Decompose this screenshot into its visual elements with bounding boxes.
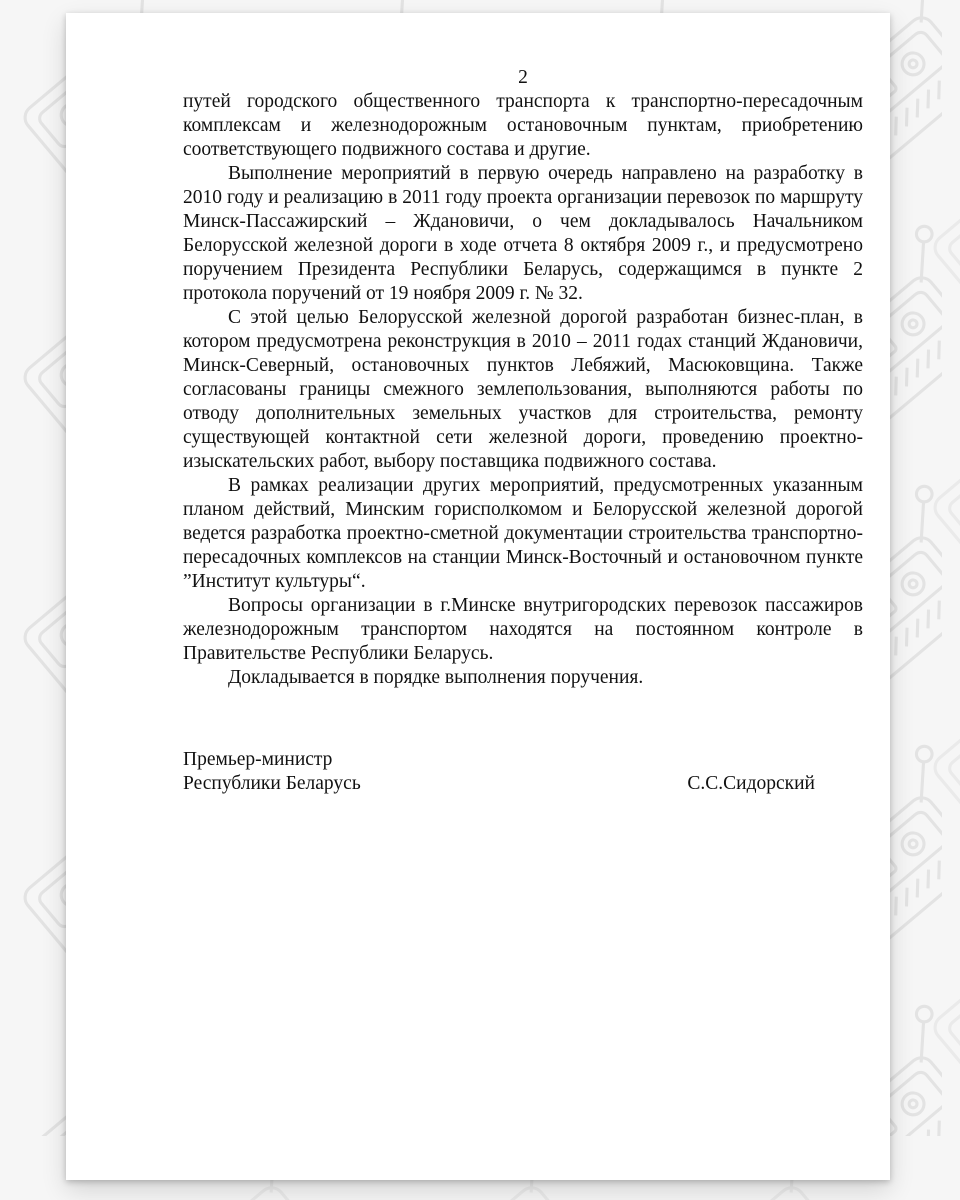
paragraph: Выполнение мероприятий в первую очередь направлено на разработку в 2010 году и реализацию в 2011 году проекта организации перевозок по маршруту Минск-Пассажирский – Ждановичи, о чем докладывалось Начальником Белорусской железной дороги в ходе отчета 8 октября 2009 г., и предусмотрено поручением Президента Республики Беларусь, содержащимся в пункте 2 протокола поручений от 19 ноября 2009 г. № 32. [183, 163, 863, 304]
paragraph: С этой целью Белорусской железной дорогой разработан бизнес-план, в котором предусмотрена реконструкция в 2010 – 2011 годах станций Ждановичи, Минск-Северный, остановочных пунктов Лебяжий, Масюковщина. Также согласованы границы смежного землепользования, выполняются работы по отводу дополнительных земельных участков для строительства, ремонту существующей контактной сети железной дороги, проведению проектно-изыскательских работ, выбору поставщика подвижного состава. [183, 307, 863, 472]
signer-position [183, 748, 361, 796]
document-page [66, 13, 890, 1180]
paragraph: Вопросы организации в г.Минске внутригородских перевозок пассажиров железнодорожным транспортом находятся на постоянном контроле в Правительстве Республики Беларусь. [183, 595, 863, 664]
page-number: 2 [518, 67, 528, 88]
document-content [66, 13, 890, 1180]
document-body [183, 90, 863, 690]
paragraph-continuation: путей городского общественного транспорта к транспортно-пересадочным комплексам и железнодорожным остановочным пунктам, приобретению соответствующего подвижного состава и другие. [183, 91, 863, 160]
signer-name: С.С.Сидорский [687, 773, 815, 794]
signer-position-line1: Премьер-министр [183, 749, 333, 770]
signature-block [183, 748, 863, 796]
paragraph: В рамках реализации других мероприятий, предусмотренных указанным планом действий, Минским горисполкомом и Белорусской железной дорогой ведется разработка проектно-сметной документации строительства транспортно-пересадочных комплексов на станции Минск-Восточный и остановочном пункте ”Институт культуры“. [183, 475, 863, 592]
signer-position-line2: Республики Беларусь [183, 773, 361, 794]
paragraph: Докладывается в порядке выполнения поручения. [228, 667, 644, 688]
